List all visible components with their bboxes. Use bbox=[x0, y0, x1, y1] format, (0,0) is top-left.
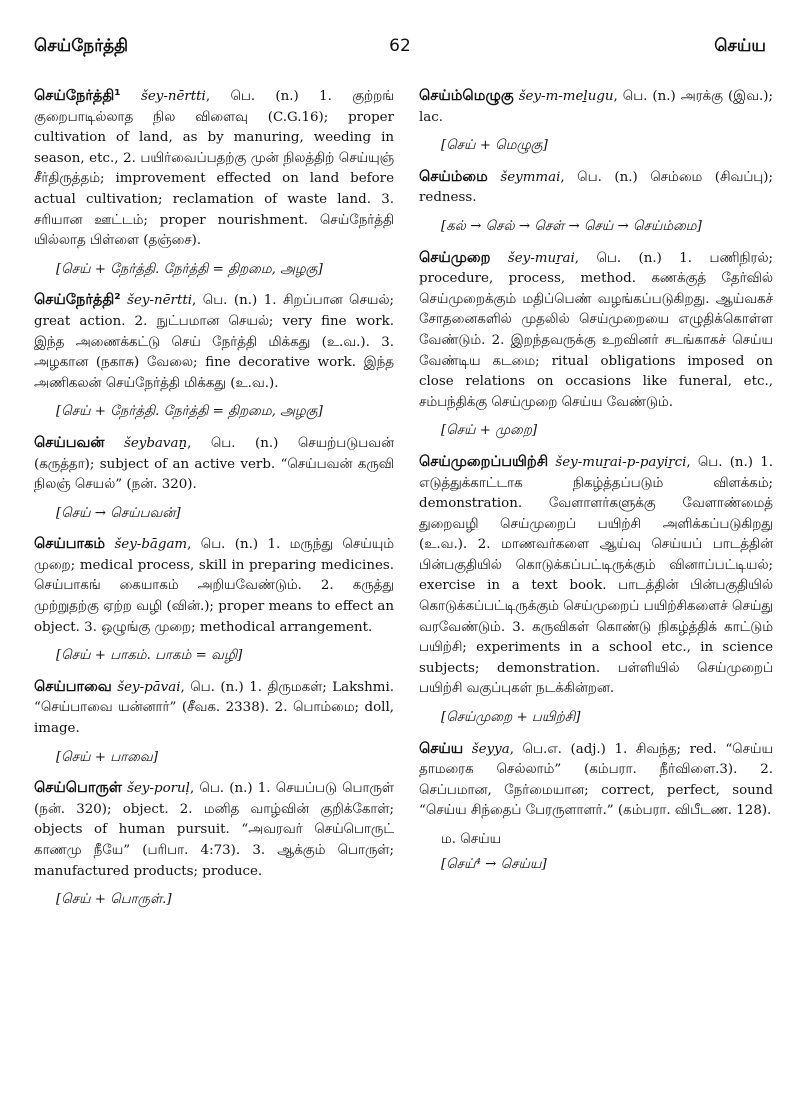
definition: , பெ. (n.) 1. எடுத்துக்காட்டாக நிகழ்த்தப்படும் விளக்கம்; demonstration. வேளாளர்களுக்கு வேளாண்மைத் துறைவழி செய்முறைப் பயிற்சி அளிக்கப்படுகிறது (உ.வ.). 2. மாணவர்களை ஆய்வு செய்யப் பாடத்தின் பின்பகுதியில் கொடுக்கப்பட்டிருக்கும் வினாப்பட்டியல்; exercise in a text book. பாடத்தின் பின்பகுதியில் கொடுக்கப்பட்டிருக்கும் செய்முறைப் பயிற்சிகளைச் செய்து வரவேண்டும். 3. கருவிகள் கொண்டு நிகழ்த்திக் காட்டும் பயிற்சி; experiments in a school etc., in science subjects; demonstration. பள்ளியில் செய்முறைப் பயிற்சி வகுப்புகள் நடக்கின்றன. bbox=[419, 454, 773, 697]
transliteration: šey-muṟai bbox=[507, 250, 575, 266]
etymology: [செய் + முறை] bbox=[441, 423, 538, 439]
entry-seyya bbox=[419, 739, 773, 822]
definition: , பெ. (n.) 1. பணிநிரல்; procedure, process, method. கணக்குத் தேர்வில் செய்முறைக்கும் மதிப்பெண் வழங்கப்படுகிறது. ஆய்வகச் சோதனைகளில் முதலில் செய்முறையை எழுதிக்கொள்ள வேண்டும். 2. இறந்தவருக்கு உறவினர் சடங்காகச் செய்ய வேண்டிய கடமை; ritual obligations imposed on close relations on occasions like funeral, etc., சம்பந்திக்கு செய்முறை செய்ய வேண்டும். bbox=[419, 250, 773, 410]
transliteration: šeyya bbox=[471, 741, 510, 757]
transliteration: šey-nērtti bbox=[140, 89, 206, 104]
etymology: [செய் + பொருள்.] bbox=[56, 892, 172, 908]
etymology: [செய் + மெழுகு] bbox=[441, 138, 548, 154]
etymology: [கல் → செல் → செள் → செய் → செய்ம்மை] bbox=[441, 218, 702, 234]
entry-seynertti-2 bbox=[34, 290, 394, 394]
definition: , பெ. (n.) 1. சிறப்பான செயல்; great action. 2. நுட்பமான செயல்; very fine work. இந்த அணைக்கட்டு செய் நேர்த்தி மிக்கது (உ.வ.). 3. அழகான (நகாசு) வேலை; fine decorative work. இந்த அணிகலன் செய்நேர்த்தி மிக்கது (உ.வ.). bbox=[34, 293, 394, 391]
entry-seyporul bbox=[34, 778, 394, 882]
etymology: [செய் + நேர்த்தி. நேர்த்தி = திறமை, அழகு] bbox=[56, 404, 323, 420]
headword: செய்நேர்த்தி¹ bbox=[34, 88, 121, 104]
definition: , பெ. (n.) 1. குற்றங் குறைபாடில்லாத நில விளைவு (C.G.16); proper cultivation of land, as by manuring, weeding in season, etc., 2. பயிர்வைப்பதற்கு முன் நிலத்திற் செய்யுஞ் சீர்திருத்தம்; improvement effected on land before actual cultivation; reclamation of waste land. 3. சரியான ஊட்டம்; proper nourishment. செய்நேர்த்தி யில்லாத பிள்ளை (தஞ்சை). bbox=[34, 89, 394, 249]
headword: செய்பாவை bbox=[34, 678, 112, 695]
transliteration: šey-poruḷ bbox=[127, 781, 190, 797]
entry-seymurai bbox=[419, 248, 773, 414]
left-column bbox=[34, 86, 394, 921]
headword: செய்முறைப்பயிற்சி bbox=[419, 453, 549, 470]
etymology: [செய் → செய்பவன்] bbox=[56, 505, 181, 521]
headword: செய்பவன் bbox=[34, 434, 105, 451]
headword: செய்பாகம் bbox=[34, 536, 106, 553]
etymology: [செய் + பாவை] bbox=[56, 749, 158, 765]
definition: , பெ.எ. (adj.) 1. சிவந்த; red. “செய்ய தாமரைக செல்லாம்” (கம்பரா. நீர்விளை.3). 2. செப்பமான, நேர்மையான; correct, perfect, sound “செய்ய சிந்தைப் பேரருளாளர்.” (கம்பரா. விபீடண. 128). bbox=[419, 741, 773, 819]
entry-seynertti-1 bbox=[34, 86, 394, 252]
etymology: [செய்முறை + பயிற்சி] bbox=[441, 710, 581, 726]
cognate-note: ம. செய்ய bbox=[441, 832, 502, 847]
entry-seybavan bbox=[34, 433, 394, 496]
headword: செய்ய bbox=[419, 740, 464, 757]
headword: செய்ம்மெழுகு bbox=[419, 88, 514, 104]
definition: , பெ. (n.) 1. மருந்து செய்யும் முறை; medical process, skill in preparing medicines. செய்பாகங் கையாகம் அறியவேண்டும். 2. கருத்து முற்றுதற்கு ஏற்ற வழி (வின்.); proper means to effect an object. 3. ஒழுங்கு முறை; methodical arrangement. bbox=[34, 537, 394, 635]
transliteration: šey-bāgam bbox=[114, 537, 188, 553]
header-left-guideword: செய்நேர்த்தி bbox=[34, 36, 129, 56]
running-header bbox=[34, 36, 766, 66]
definition: , பெ. (n.) செயற்படுபவன் (கருத்தா); subject of an active verb. “செய்பவன் கருவி நிலஞ் செயல்” (நன். 320). bbox=[34, 435, 394, 493]
headword: செய்முறை bbox=[419, 249, 491, 266]
transliteration: šey-m-meḻugu bbox=[518, 89, 614, 104]
definition: , பெ. (n.) 1. திருமகள்; Lakshmi. “செய்பாவை யன்னார்” (சீவக. 2338). 2. பொம்மை; doll, image. bbox=[34, 679, 394, 737]
right-column bbox=[419, 86, 773, 885]
page-number: 62 bbox=[389, 36, 411, 56]
transliteration: šey-pāvai bbox=[117, 679, 181, 695]
etymology: [செய் + நேர்த்தி. நேர்த்தி = திறமை, அழகு] bbox=[56, 261, 323, 277]
entry-seymmai bbox=[419, 167, 773, 209]
etymology: [செய்⁴ → செய்ய] bbox=[441, 856, 547, 872]
transliteration: šeymmai bbox=[500, 169, 561, 185]
entry-seypavai bbox=[34, 677, 394, 740]
headword: செய்பொருள் bbox=[34, 780, 122, 797]
entry-seybagam bbox=[34, 534, 394, 638]
etymology: [செய் + பாகம். பாகம் = வழி] bbox=[56, 648, 243, 664]
transliteration: šeybavaṉ bbox=[124, 435, 188, 451]
transliteration: šey-muṟai-p-payiṟci bbox=[555, 454, 687, 470]
entry-seymmelugu bbox=[419, 86, 773, 128]
definition: , பெ. (n.) அரக்கு (இவ.); lac. bbox=[419, 89, 774, 125]
headword: செய்ம்மை bbox=[419, 168, 488, 185]
definition: , பெ. (n.) செம்மை (சிவப்பு); redness. bbox=[419, 169, 773, 206]
headword: செய்நேர்த்தி² bbox=[34, 292, 121, 309]
entry-seymuraippayirci bbox=[419, 452, 773, 700]
header-right-guideword: செய்ய bbox=[714, 36, 766, 56]
definition: , பெ. (n.) 1. செயப்படு பொருள் (நன். 320); object. 2. மனித வாழ்வின் குறிக்கோள்; objects of human pursuit. “அவரவர் செய்பொருட் காணமு நீயே” (பரிபா. 4:73). 3. ஆக்கும் பொருள்; manufactured products; produce. bbox=[34, 781, 394, 879]
transliteration: šey-nērtti bbox=[127, 293, 193, 309]
